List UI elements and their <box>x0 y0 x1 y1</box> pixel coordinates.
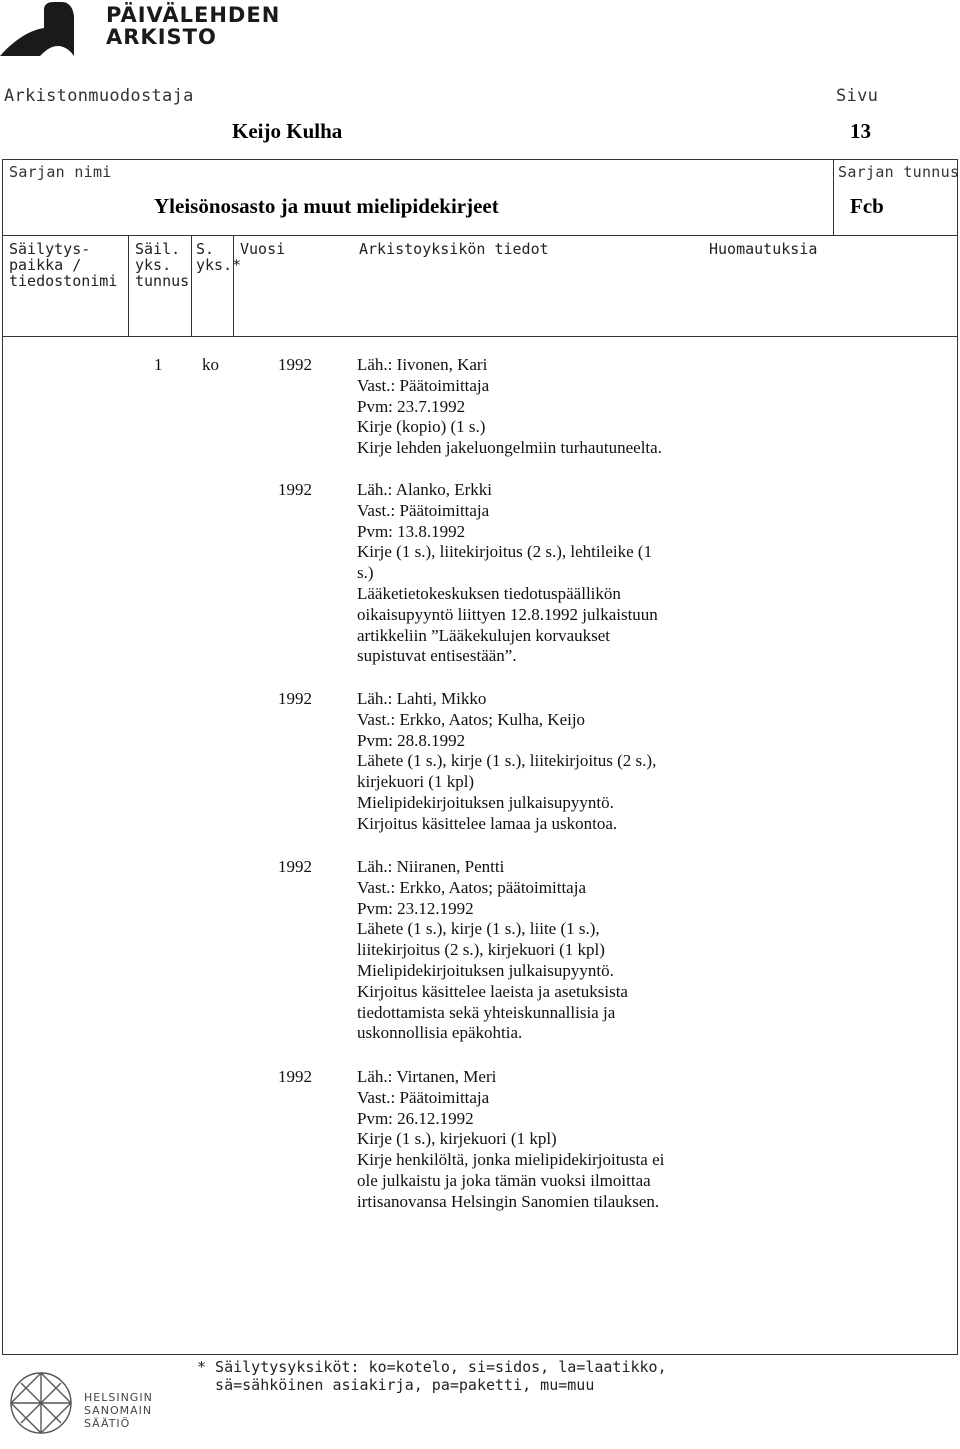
entry-details: Läh.: Alanko, Erkki Vast.: Päätoimittaja Pvm: 13.8.1992 Kirje (1 s.), liitekirjoitus (2 s.), lehtileike (1 s.) Lääketietokeskuksen tiedotuspäällikön oikaisupyyntö liittyen 12.8.1992 julkaistuun artikkeliin ”Lääkekulujen korvaukset supistuvat entisestään”. <box>357 480 658 666</box>
series-name: Yleisönosasto ja muut mielipidekirjeet <box>154 194 499 218</box>
entry-details: Läh.: Niiranen, Pentti Vast.: Erkko, Aatos; päätoimittaja Pvm: 23.12.1992 Lähete (1 s.), kirje (1 s.), liite (1 s.), liitekirjoitus (2 s.), kirjekuori (1 kpl) Mielipidekirjoituksen julkaisupyyntö. Kirjoitus käsittelee laeista ja asetuksista tiedottamista sekä yhteiskunnallisia ja uskonnollisia epäkohtia. <box>357 857 628 1043</box>
logo-line2: ARKISTO <box>106 25 217 49</box>
page-label: Sivu <box>836 86 879 106</box>
archive-logo-text <box>106 4 280 48</box>
foundation-logo-line2: SANOMAIN <box>84 1404 153 1417</box>
logo-line1: PÄIVÄLEHDEN <box>106 3 281 27</box>
foundation-logo-icon <box>8 1370 74 1436</box>
col-unit-header: S. yks.* <box>196 240 242 274</box>
helsingin-sanomain-saatio-logo <box>8 1362 168 1440</box>
foundation-logo-line1: HELSINGIN <box>84 1391 153 1404</box>
col-notes-header: Huomautuksia <box>709 240 818 258</box>
entry-details: Läh.: Iivonen, Kari Vast.: Päätoimittaja Pvm: 23.7.1992 Kirje (kopio) (1 s.) Kirje lehden jakeluongelmiin turhautuneelta. <box>357 355 662 458</box>
col-unit-id-header: Säil. yks. tunnus <box>135 240 190 290</box>
foundation-logo-line3: SÄÄTIÖ <box>84 1417 131 1430</box>
page-number: 13 <box>850 119 871 143</box>
entry-details: Läh.: Virtanen, Meri Vast.: Päätoimittaja Pvm: 26.12.1992 Kirje (1 s.), kirjekuori (1 kpl) Kirje henkilöltä, jonka mielipidekirjoitusta ei ole julkaistu ja joka tämän vuoksi ilmoittaa irtisanovansa Helsingin Sanomien tilauksen. <box>357 1067 665 1211</box>
entry-details: Läh.: Lahti, Mikko Vast.: Erkko, Aatos; Kulha, Keijo Pvm: 28.8.1992 Lähete (1 s.), kirje (1 s.), liitekirjoitus (2 s.), kirjekuori (1 kpl) Mielipidekirjoituksen julkaisupyyntö. Kirjoitus käsittelee lamaa ja uskontoa. <box>357 689 657 833</box>
series-id: Fcb <box>850 194 884 218</box>
series-id-label: Sarjan tunnus <box>838 163 960 181</box>
col-year-header: Vuosi <box>240 240 286 258</box>
archivist-label: Arkistonmuodostaja <box>4 86 194 106</box>
col-info-header: Arkistoyksikön tiedot <box>359 240 549 258</box>
series-name-label: Sarjan nimi <box>9 163 112 181</box>
unit-type-cell: ko <box>202 355 219 374</box>
entry-year: 1992 <box>278 689 312 708</box>
entry-year: 1992 <box>278 1067 312 1086</box>
entry-year: 1992 <box>278 355 312 374</box>
storage-unit-footnote: * Säilytysyksiköt: ko=kotelo, si=sidos, la=laatikko, sä=sähköinen asiakirja, pa=paketti, mu=muu <box>197 1358 667 1394</box>
entry-year: 1992 <box>278 480 312 499</box>
entry-year: 1992 <box>278 857 312 876</box>
unit-id-cell: 1 <box>154 355 163 374</box>
archivist-name: Keijo Kulha <box>232 119 343 143</box>
paivalehden-arkisto-logo-icon <box>0 0 92 58</box>
col-storage-header: Säilytys- paikka / tiedostonimi <box>9 240 118 290</box>
